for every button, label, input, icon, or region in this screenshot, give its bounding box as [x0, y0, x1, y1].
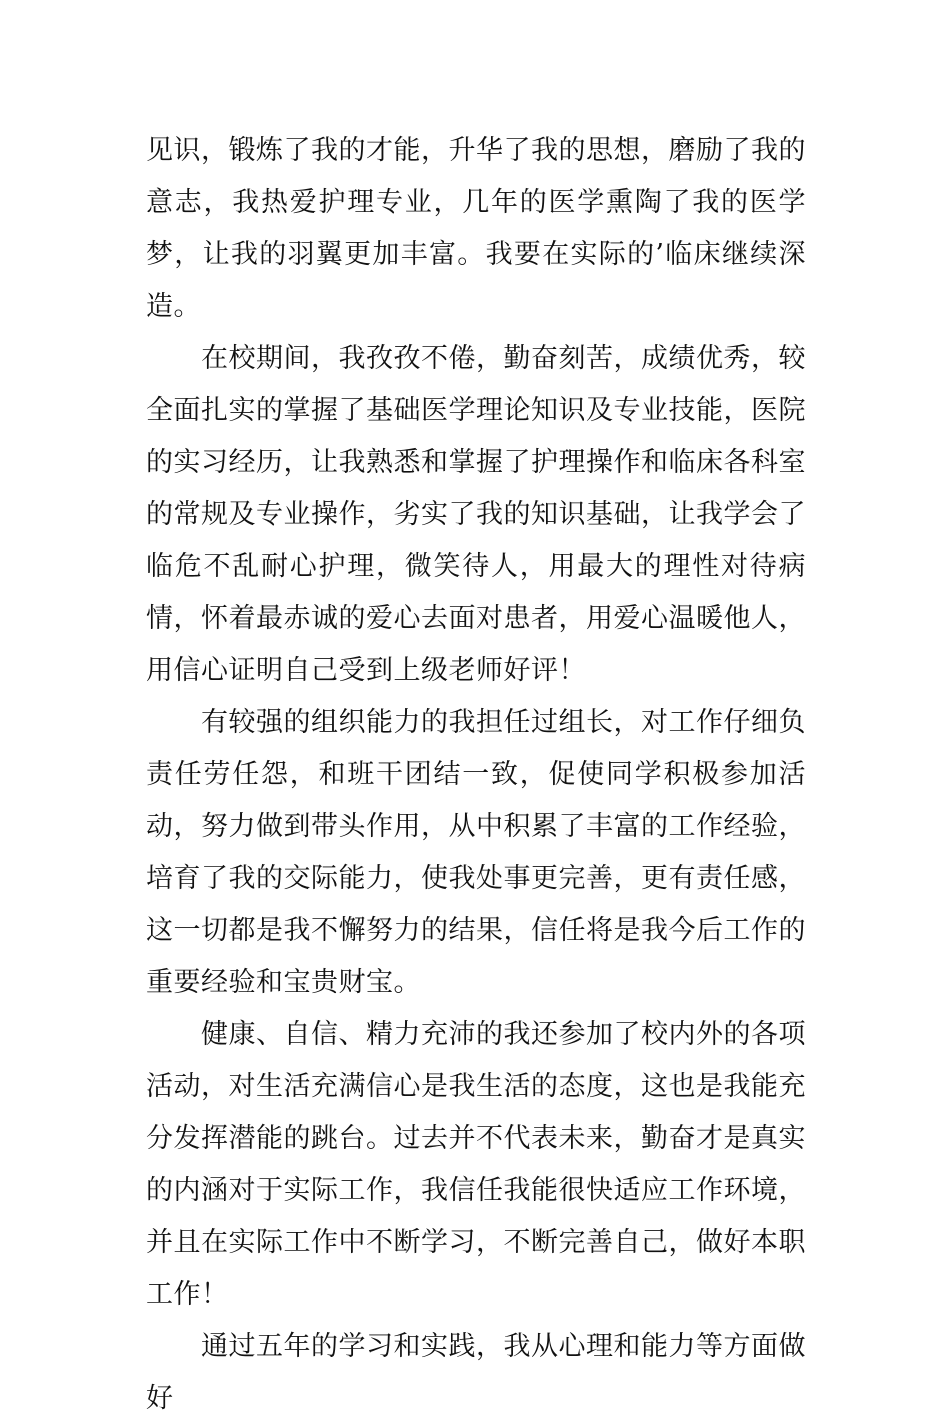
paragraph-continuation: 见识，锻炼了我的才能，升华了我的思想，磨励了我的意志，我热爱护理专业，几年的医学熏陶了我的医学梦，让我的羽翼更加丰富。我要在实际的’临床继续深造。	[146, 135, 806, 322]
document-body	[146, 125, 806, 1425]
paragraph-school-period: 在校期间，我孜孜不倦，勤奋刻苦，成绩优秀，较全面扎实的掌握了基础医学理论知识及专业技能，医院的实习经历，让我熟悉和掌握了护理操作和临床各科室的常规及专业操作，劣实了我的知识基础，让我学会了临危不乱耐心护理，微笑待人，用最大的理性对待病情，怀着最赤诚的爱心去面对患者，用爱心温暖他人，用信心证明自己受到上级老师好评！	[146, 343, 806, 686]
paragraph-activities: 健康、自信、精力充沛的我还参加了校内外的各项活动，对生活充满信心是我生活的态度，这也是我能充分发挥潜能的跳台。过去并不代表未来，勤奋才是真实的内涵对于实际工作，我信任我能很快适应工作环境，并且在实际工作中不断学习，不断完善自己，做好本职工作！	[146, 1019, 806, 1310]
paragraph-organization-ability: 有较强的组织能力的我担任过组长，对工作仔细负责任劳任怨，和班干团结一致，促使同学积极参加活动，努力做到带头作用，从中积累了丰富的工作经验，培育了我的交际能力，使我处事更完善，更有责任感，这一切都是我不懈努力的结果，信任将是我今后工作的重要经验和宝贵财宝。	[146, 707, 806, 998]
paragraph-five-years: 通过五年的学习和实践，我从心理和能力等方面做好	[146, 1331, 806, 1414]
